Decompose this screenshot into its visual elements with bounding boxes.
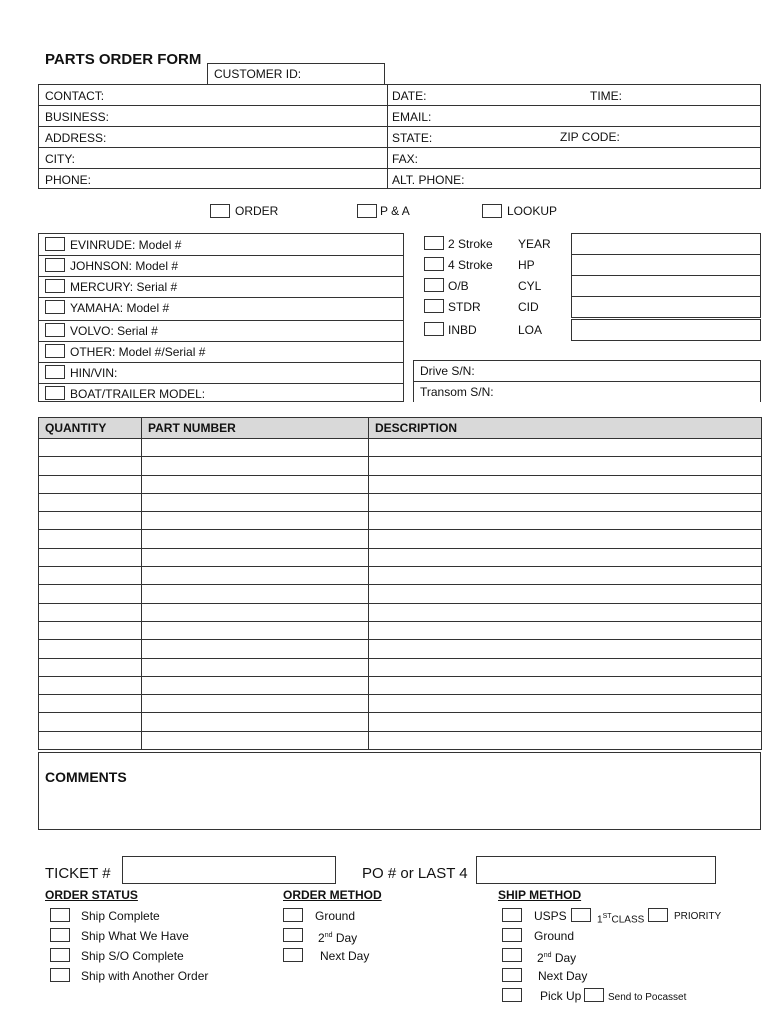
table-cell[interactable]	[142, 530, 369, 548]
table-cell[interactable]	[369, 640, 762, 658]
engine-label: OTHER: Model #/Serial #	[70, 345, 206, 359]
table-cell[interactable]	[369, 676, 762, 694]
table-cell[interactable]	[369, 512, 762, 530]
status-checkbox[interactable]	[50, 948, 70, 962]
engine-checkbox[interactable]	[45, 300, 65, 314]
engine-type-checkbox[interactable]	[424, 278, 444, 292]
table-cell[interactable]	[39, 439, 142, 457]
spec-input[interactable]	[571, 296, 761, 318]
ship-ground-checkbox[interactable]	[502, 928, 522, 942]
table-cell[interactable]	[39, 512, 142, 530]
engine-type-label: O/B	[448, 279, 469, 293]
engine-type-label: STDR	[448, 300, 481, 314]
engine-type-label: 4 Stroke	[448, 258, 493, 272]
engine-label: EVINRUDE: Model #	[70, 238, 182, 252]
table-row	[39, 457, 762, 475]
table-cell[interactable]	[39, 695, 142, 713]
lookup-label: LOOKUP	[507, 204, 558, 218]
part-number-header: PART NUMBER	[142, 418, 369, 439]
table-cell[interactable]	[369, 713, 762, 731]
table-row	[39, 475, 762, 493]
p-and-a-checkbox[interactable]	[357, 204, 377, 218]
serial-divider	[414, 381, 760, 382]
ticket-input[interactable]	[122, 856, 336, 884]
order-method-title: ORDER METHOD	[283, 888, 382, 902]
ship-first-class-label: 1STCLASS	[597, 913, 645, 926]
time-label: TIME:	[590, 89, 622, 103]
engine-row-line	[38, 362, 404, 363]
table-row	[39, 713, 762, 731]
contact-divider	[387, 85, 388, 188]
engine-type-label: INBD	[448, 323, 477, 337]
engine-type-checkbox[interactable]	[424, 236, 444, 250]
ship-usps-checkbox[interactable]	[502, 908, 522, 922]
status-label: Ship Complete	[81, 909, 160, 923]
transom-sn-label: Transom S/N:	[420, 385, 494, 399]
contact-right-label: ALT. PHONE:	[392, 173, 465, 187]
drive-sn-label: Drive S/N:	[420, 364, 475, 378]
ship-first-class-checkbox[interactable]	[571, 908, 591, 922]
quantity-header: QUANTITY	[39, 418, 142, 439]
table-row	[39, 530, 762, 548]
table-row	[39, 585, 762, 603]
table-cell[interactable]	[39, 713, 142, 731]
contact-right-label: EMAIL:	[392, 110, 432, 124]
engine-checkbox[interactable]	[45, 344, 65, 358]
table-cell[interactable]	[142, 567, 369, 585]
po-input[interactable]	[476, 856, 716, 884]
engine-row-line	[38, 297, 404, 298]
table-cell[interactable]	[39, 603, 142, 621]
table-cell[interactable]	[142, 548, 369, 566]
table-cell[interactable]	[39, 530, 142, 548]
table-cell[interactable]	[142, 713, 369, 731]
table-cell[interactable]	[39, 475, 142, 493]
table-cell[interactable]	[39, 457, 142, 475]
table-cell[interactable]	[142, 475, 369, 493]
engine-row-line	[38, 383, 404, 384]
spec-input[interactable]	[571, 275, 761, 297]
status-checkbox[interactable]	[50, 928, 70, 942]
table-cell[interactable]	[142, 603, 369, 621]
table-cell[interactable]	[39, 658, 142, 676]
zip-code-label: ZIP CODE:	[560, 130, 620, 144]
table-cell[interactable]	[369, 493, 762, 511]
lookup-checkbox[interactable]	[482, 204, 502, 218]
ship-pick-up-label: Pick Up	[540, 989, 582, 1003]
engine-checkbox[interactable]	[45, 237, 65, 251]
table-cell[interactable]	[369, 548, 762, 566]
table-row	[39, 640, 762, 658]
order-checkbox[interactable]	[210, 204, 230, 218]
status-label: Ship with Another Order	[81, 969, 209, 983]
spec-label: YEAR	[518, 237, 551, 251]
customer-id-field[interactable]	[207, 63, 385, 85]
contact-right-label: DATE:	[392, 89, 427, 103]
comments-label: COMMENTS	[45, 769, 127, 785]
engine-checkbox[interactable]	[45, 279, 65, 293]
table-row	[39, 621, 762, 639]
engine-label: YAMAHA: Model #	[70, 301, 170, 315]
table-cell[interactable]	[142, 457, 369, 475]
spec-input[interactable]	[571, 319, 761, 341]
ship-2nd-day-checkbox[interactable]	[502, 948, 522, 962]
contact-row-line	[38, 147, 761, 148]
po-label: PO # or LAST 4	[362, 865, 468, 882]
page-title: PARTS ORDER FORM	[45, 51, 202, 68]
ship-priority-label: PRIORITY	[674, 911, 722, 922]
ship-next-day-checkbox[interactable]	[502, 968, 522, 982]
engine-checkbox[interactable]	[45, 365, 65, 379]
table-cell[interactable]	[142, 676, 369, 694]
contact-left-label: CONTACT:	[45, 89, 105, 103]
status-label: Ship What We Have	[81, 929, 189, 943]
status-checkbox[interactable]	[50, 968, 70, 982]
table-row	[39, 567, 762, 585]
method-2nd-day-label: 2nd Day	[318, 931, 358, 945]
engine-row-line	[38, 255, 404, 256]
ship-2nd-day-label: 2nd Day	[537, 951, 577, 965]
table-row	[39, 493, 762, 511]
table-cell[interactable]	[369, 530, 762, 548]
spec-input[interactable]	[571, 254, 761, 276]
table-cell[interactable]	[39, 548, 142, 566]
engine-checkbox[interactable]	[45, 386, 65, 400]
table-cell[interactable]	[142, 493, 369, 511]
table-cell[interactable]	[142, 658, 369, 676]
engine-checkbox[interactable]	[45, 258, 65, 272]
ticket-label: TICKET #	[45, 865, 111, 882]
method-ground-checkbox[interactable]	[283, 908, 303, 922]
comments-box[interactable]	[38, 752, 761, 830]
spec-label: HP	[518, 258, 535, 272]
engine-row-line	[38, 320, 404, 321]
spec-label: CYL	[518, 279, 542, 293]
parts-table	[38, 417, 762, 750]
table-cell[interactable]	[369, 567, 762, 585]
status-checkbox[interactable]	[50, 908, 70, 922]
contact-row-line	[38, 126, 761, 127]
table-cell[interactable]	[39, 676, 142, 694]
contact-row-line	[38, 168, 761, 169]
table-cell[interactable]	[369, 695, 762, 713]
table-row	[39, 676, 762, 694]
engine-label: MERCURY: Serial #	[70, 280, 178, 294]
table-row	[39, 658, 762, 676]
engine-label: BOAT/TRAILER MODEL:	[70, 387, 206, 401]
order-label: ORDER	[235, 204, 279, 218]
table-cell[interactable]	[369, 731, 762, 749]
contact-left-label: CITY:	[45, 152, 76, 166]
ship-ground-label: Ground	[534, 929, 575, 943]
table-cell[interactable]	[39, 621, 142, 639]
engine-type-checkbox[interactable]	[424, 257, 444, 271]
table-row	[39, 512, 762, 530]
customer-id-label: CUSTOMER ID:	[214, 67, 302, 81]
ship-method-title: SHIP METHOD	[498, 888, 582, 902]
table-row	[39, 548, 762, 566]
table-cell[interactable]	[39, 567, 142, 585]
engine-type-checkbox[interactable]	[424, 322, 444, 336]
method-next-day-checkbox[interactable]	[283, 948, 303, 962]
table-cell[interactable]	[369, 658, 762, 676]
table-cell[interactable]	[369, 585, 762, 603]
contact-left-label: ADDRESS:	[45, 131, 107, 145]
spec-input[interactable]	[571, 233, 761, 255]
engine-type-checkbox[interactable]	[424, 299, 444, 313]
engine-label: VOLVO: Serial #	[70, 324, 158, 338]
engine-label: HIN/VIN:	[70, 366, 118, 380]
table-cell[interactable]	[142, 439, 369, 457]
status-label: Ship S/O Complete	[81, 949, 184, 963]
table-cell[interactable]	[369, 475, 762, 493]
engine-row-line	[38, 276, 404, 277]
spec-label: LOA	[518, 323, 543, 337]
contact-right-label: FAX:	[392, 152, 419, 166]
table-cell[interactable]	[142, 585, 369, 603]
table-cell[interactable]	[142, 695, 369, 713]
table-cell[interactable]	[142, 512, 369, 530]
engine-checkbox[interactable]	[45, 323, 65, 337]
table-cell[interactable]	[39, 493, 142, 511]
table-cell[interactable]	[39, 640, 142, 658]
engine-label: JOHNSON: Model #	[70, 259, 179, 273]
p-and-a-label: P & A	[380, 204, 410, 218]
spec-label: CID	[518, 300, 539, 314]
contact-left-label: PHONE:	[45, 173, 92, 187]
table-cell[interactable]	[142, 621, 369, 639]
table-cell[interactable]	[142, 731, 369, 749]
ship-priority-checkbox[interactable]	[648, 908, 668, 922]
table-cell[interactable]	[369, 439, 762, 457]
table-row	[39, 731, 762, 749]
ship-next-day-label: Next Day	[538, 969, 588, 983]
order-status-title: ORDER STATUS	[45, 888, 138, 902]
table-cell[interactable]	[39, 731, 142, 749]
contact-left-label: BUSINESS:	[45, 110, 110, 124]
table-row	[39, 439, 762, 457]
contact-row-line	[38, 105, 761, 106]
ship-pick-up-checkbox[interactable]	[502, 988, 522, 1002]
ship-usps-label: USPS	[534, 909, 567, 923]
method-ground-label: Ground	[315, 909, 356, 923]
method-2nd-day-checkbox[interactable]	[283, 928, 303, 942]
table-row	[39, 603, 762, 621]
engine-type-label: 2 Stroke	[448, 237, 493, 251]
contact-right-label: STATE:	[392, 131, 433, 145]
engine-row-line	[38, 341, 404, 342]
table-cell[interactable]	[369, 621, 762, 639]
description-header: DESCRIPTION	[369, 418, 762, 439]
table-cell[interactable]	[369, 457, 762, 475]
ship-send-to-pocasset-checkbox[interactable]	[584, 988, 604, 1002]
table-cell[interactable]	[142, 640, 369, 658]
table-cell[interactable]	[39, 585, 142, 603]
method-next-day-label: Next Day	[320, 949, 370, 963]
table-cell[interactable]	[369, 603, 762, 621]
table-row	[39, 695, 762, 713]
ship-send-to-pocasset-label: Send to Pocasset	[608, 992, 687, 1003]
